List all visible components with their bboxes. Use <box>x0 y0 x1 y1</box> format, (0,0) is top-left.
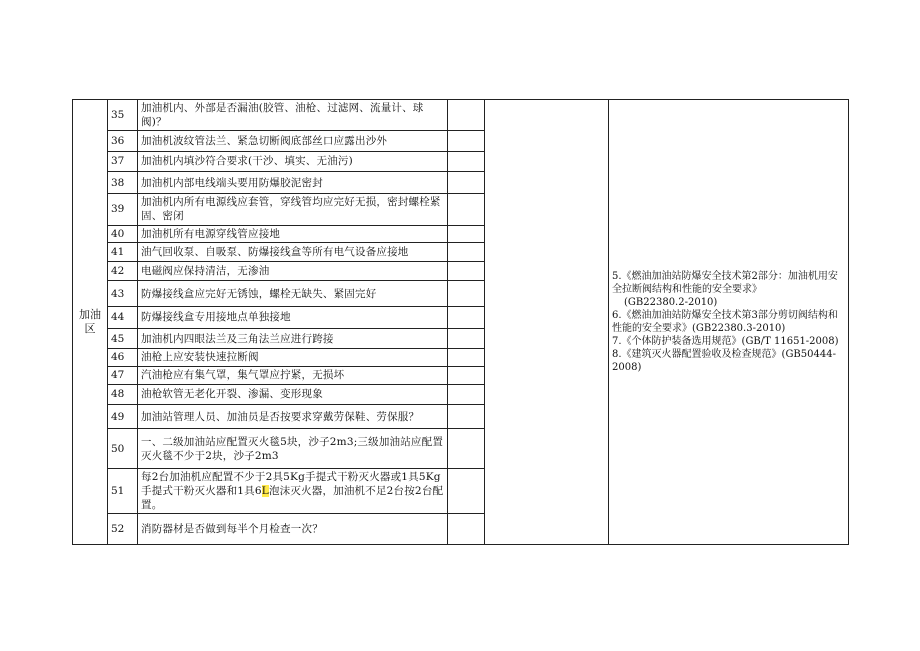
standards-cell <box>609 100 849 545</box>
check-item: 油气回收泵、自吸泵、防爆接线盒等所有电气设备应接地 <box>138 242 448 261</box>
result-cell <box>448 225 485 242</box>
row-number: 49 <box>108 405 138 429</box>
remarks-cell <box>485 100 609 545</box>
row-number: 41 <box>108 242 138 261</box>
check-item: 加油机内所有电源线应套管，穿线管均应完好无损，密封螺栓紧固、密闭 <box>138 194 448 225</box>
result-cell <box>448 349 485 366</box>
row-number: 46 <box>108 349 138 366</box>
check-item: 加油机波纹管法兰、紧急切断阀底部丝口应露出沙外 <box>138 131 448 151</box>
result-cell <box>448 151 485 171</box>
check-item-text: 每2台加油机应配置不少于2具5Kg手提式干粉灭火器或1具5Kg手提式干粉灭火器和1具6 <box>141 471 441 498</box>
highlighted-text: L <box>261 485 269 498</box>
check-item: 加油机内填沙符合要求(干沙、填实、无油污) <box>138 151 448 171</box>
result-cell <box>448 468 485 514</box>
row-number: 47 <box>108 366 138 384</box>
row-number: 40 <box>108 225 138 242</box>
result-cell <box>448 514 485 545</box>
row-number: 38 <box>108 171 138 193</box>
table-row <box>73 100 849 131</box>
result-cell <box>448 384 485 404</box>
check-item-text: 泡沫灭火器，加油机不足2台按2台配置。 <box>141 485 444 512</box>
check-item: 防爆接线盒专用接地点单独接地 <box>138 306 448 328</box>
check-item: 消防器材是否做到每半个月检查一次？ <box>138 514 448 545</box>
check-item: 防爆接线盒应完好无锈蚀，螺栓无缺失、紧固完好 <box>138 281 448 306</box>
check-item: 汽油枪应有集气罩，集气罩应拧紧，无损坏 <box>138 366 448 384</box>
result-cell <box>448 306 485 328</box>
check-item: 加油机所有电源穿线管应接地 <box>138 225 448 242</box>
row-number: 43 <box>108 281 138 306</box>
inspection-table <box>72 99 849 545</box>
row-number: 42 <box>108 262 138 281</box>
standard-reference: 8.《建筑灭火器配置验收及检查规范》(GB50444-2008) <box>612 349 836 373</box>
check-item: 加油机内、外部是否漏油(胶管、油枪、过滤网、流量计、球阀)？ <box>138 100 448 131</box>
check-item: 一、二级加油站应配置灭火毯5块，沙子2m3;三级加油站应配置灭火毯不少于2块，沙子2m3 <box>138 429 448 469</box>
result-cell <box>448 366 485 384</box>
check-item: 油枪上应安装快速拉断阀 <box>138 349 448 366</box>
result-cell <box>448 171 485 193</box>
standard-reference: 5.《燃油加油站防爆安全技术第2部分：加油机用安全拉断阀结构和性能的安全要求》 <box>612 271 838 295</box>
row-number: 36 <box>108 131 138 151</box>
check-item <box>138 468 448 514</box>
result-cell <box>448 242 485 261</box>
check-item: 加油机内四眼法兰及三角法兰应进行跨接 <box>138 329 448 349</box>
row-number: 50 <box>108 429 138 469</box>
row-number: 35 <box>108 100 138 131</box>
result-cell <box>448 429 485 469</box>
row-number: 52 <box>108 514 138 545</box>
row-number: 51 <box>108 468 138 514</box>
row-number: 44 <box>108 306 138 328</box>
result-cell <box>448 281 485 306</box>
check-item: 油枪软管无老化开裂、渗漏、变形现象 <box>138 384 448 404</box>
row-number: 45 <box>108 329 138 349</box>
check-item: 加油机内部电线端头要用防爆胶泥密封 <box>138 171 448 193</box>
check-item: 加油站管理人员、加油员是否按要求穿戴劳保鞋、劳保服？ <box>138 405 448 429</box>
row-number: 48 <box>108 384 138 404</box>
result-cell <box>448 262 485 281</box>
result-cell <box>448 100 485 131</box>
row-number: 37 <box>108 151 138 171</box>
standard-reference: 7.《个体防护装备选用规范》(GB/T 11651-2008) <box>612 336 839 347</box>
result-cell <box>448 329 485 349</box>
result-cell <box>448 194 485 225</box>
area-label: 加油区 <box>73 100 108 545</box>
check-item: 电磁阀应保持清洁，无渗油 <box>138 262 448 281</box>
standard-reference: 6.《燃油加油站防爆安全技术第3部分剪切阀结构和性能的安全要求》(GB22380.3-2010) <box>612 310 838 334</box>
result-cell <box>448 405 485 429</box>
standard-reference: (GB22380.2-2010) <box>624 297 718 308</box>
result-cell <box>448 131 485 151</box>
row-number: 39 <box>108 194 138 225</box>
